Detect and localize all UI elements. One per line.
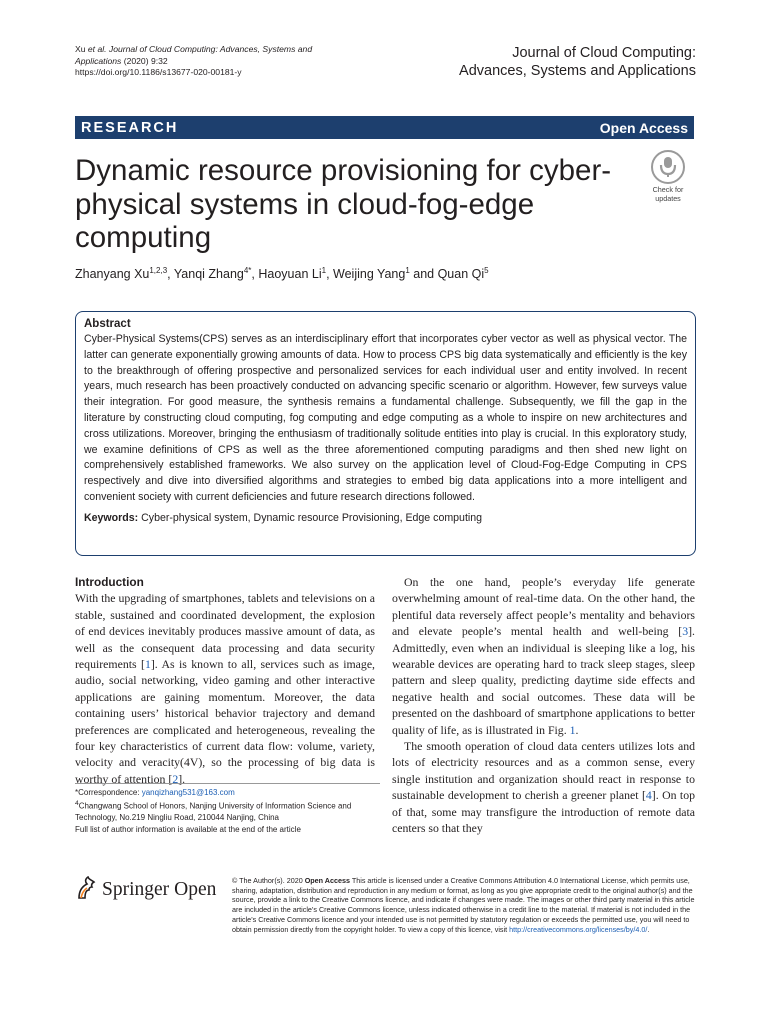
journal-name-line2: Advances, Systems and Applications [459,63,696,79]
check-for-updates-badge[interactable] [642,150,694,202]
section-heading-introduction: Introduction [75,575,144,589]
author-3[interactable]: Haoyuan Li$^1$ [258,266,327,282]
springer-open-logo [75,877,215,903]
article-type-label: RESEARCH [81,119,179,136]
springer-wordmark: Springer [102,879,170,900]
journal-name [396,44,696,80]
keywords [84,512,687,524]
citation-ref-3[interactable]: 3 [682,624,689,639]
correspondence-email[interactable]: yanqizhang531@163.com [141,788,235,797]
abstract-box [75,311,696,556]
keywords-list: Cyber-physical system, Dynamic resource Provisioning, Edge computing [138,511,483,524]
author-1[interactable]: Zhanyang Xu$^{1,2,3}$ [75,266,168,282]
author-2[interactable]: Yanqi Zhang$^{4*}$ [173,266,252,282]
body-column-left [75,574,375,787]
citation-ref-2[interactable]: 2 [172,771,179,786]
badge-line2: updates [655,193,681,203]
license-link[interactable]: http://creativecommons.org/licenses/by/4.0/ [509,924,648,934]
citation-ref-1[interactable]: 1 [144,657,151,672]
affiliation-note: $^4$Changwang School of Honors, Nanjing University of Information Science and Technology, No.219 Ningliu Road, 210044 Nanjing, China [75,800,352,823]
abstract-text: Cyber-Physical Systems(CPS) serves as an interdisciplinary effort that incorporates cyber vector as well as physical vector. The latter can generate exponentially growing amounts of data. How to process CPS big data systematically and efficiently is the key to the breakthrough of offering prospective and personalized services for each individual user and entity involved. In recent years, much research has been proactively conducted on advancing specific scenario or algorithm. However, few surveys value their integration. For good measure, the synthesis remains a fundamental challenge. Subsequently, we fill the gap in the literature by constructing cloud computing, fog computing and edge computing as a whole to inspire on new architectures and cross utilizations. Moreover, bringing the enthusiasm of traditionally solitude entities into play is crucial. In this exploratory study, we examine definitions of CPS as well as the three aforementioned computing paradigms and then shed new light on comprehensively established frameworks. We also survey on the application level of Cloud-Fog-Edge Computing in CPS respectively and dive into diversified algorithms and strategies to embed big data applications into a more intelligent and convenient society with current deficiencies and future research directions followed. [84,333,687,503]
doi-link[interactable]: https://doi.org/10.1186/s13677-020-00181-y [75,67,242,77]
citation-block [75,44,335,79]
springer-horse-logo [75,876,97,905]
intro-paragraph-3: The smooth operation of cloud data centers utilizes lots and lots of electricity resources and as a common sense, every single institution and organization should react in response to sustainable development to cherish a greener planet [4]. On top of that, some may transfigure the introduction of remote data centers so that they [392,739,695,836]
citation-etal: et al. [87,44,107,54]
article-title: Dynamic resource provisioning for cyber-physical systems in cloud-fog-edge computing [75,154,612,254]
author-5[interactable]: Quan Qi$^5$ [437,266,489,282]
correspondence-note: *Correspondence: yanqizhang531@163.com [75,788,235,797]
article-type-banner [75,116,694,139]
author-list: Zhanyang Xu$^{1,2,3}$, Yanqi Zhang$^{4*}$, Haoyuan Li$^1$, Weijing Yang$^1$ and Quan Qi$^5$ [75,266,489,282]
open-wordmark: Open [174,879,217,900]
footnotes [75,783,380,835]
badge-line1: Check for [652,185,684,194]
abstract-heading: Abstract [84,318,131,330]
keywords-label: Keywords: [84,511,139,524]
open-access-bold: Open Access [304,876,350,885]
body-column-right [392,574,695,837]
intro-paragraph-1: With the upgrading of smartphones, tablets and televisions on a stable, sustained and coordinated development, the explosion of end devices inevitably produces massive amount of data, as well as the consequent data processing and data security requirements [1]. As is known to all, services such as image, audio, social networking, video gaming and other interactive applications are gaining momentum. Moreover, the data containing users’ historical behavior trajectory and demand preferences are complicated and heterogeneous, revealing the four key characteristics of current data flow: volume, variety, velocity and veracity(4V), so the processing of big data is worthy of attention [2]. [75,591,376,786]
citation-year-volume: (2020) 9:32 [123,55,168,66]
author-info-note: Full list of author information is available at the end of the article [75,824,301,834]
intro-paragraph-2: On the one hand, people’s everyday life generate overwhelming amount of real-time data. On the other hand, the plentiful data reversely affect people’s mentality and behaviors and elevate people’s mental health and well-being [3]. Admittedly, even when an individual is sleeping like a log, his wearable devices are operating hard to track sleep stages, sleep pattern and sleep quality, predicting daytime side effects and negative health and social outcomes. These data will be presented on the dashboard of smartphone applications to better quality of life, as is illustrated in Fig. 1. [392,575,695,737]
citation-journal: Journal of Cloud Computing: Advances, Systems and Applications [75,44,313,66]
open-access-label: Open Access [599,119,688,136]
journal-name-line1: Journal of Cloud Computing: [512,45,696,61]
figure-ref-1[interactable]: 1 [569,722,576,737]
license-text: © The Author(s). 2020 Open Access This article is licensed under a Creative Commons Attribution 4.0 International License, which permits use, sharing, adaptation, distribution and reproduction in any medium or format, as long as you give appropriate credit to the original author(s) and the source, provide a link to the Creative Commons licence, and indicate if changes were made. The images or other third party material in this article are included in the article’s Creative Commons licence, unless indicated otherwise in a credit line to the material. If material is not included in the article’s Creative Commons licence and your intended use is not permitted by statutory regulation or exceeds the permitted use, you will need to obtain permission directly from the copyright holder. To view a copy of this licence, visit http://creativecommons.org/licenses/by/4.0/. [232,876,695,934]
author-4[interactable]: Weijing Yang$^1$ [333,266,410,282]
citation-ref-4[interactable]: 4 [645,788,652,803]
citation-authors: Xu [75,44,88,54]
check-for-updates-icon [651,150,685,184]
